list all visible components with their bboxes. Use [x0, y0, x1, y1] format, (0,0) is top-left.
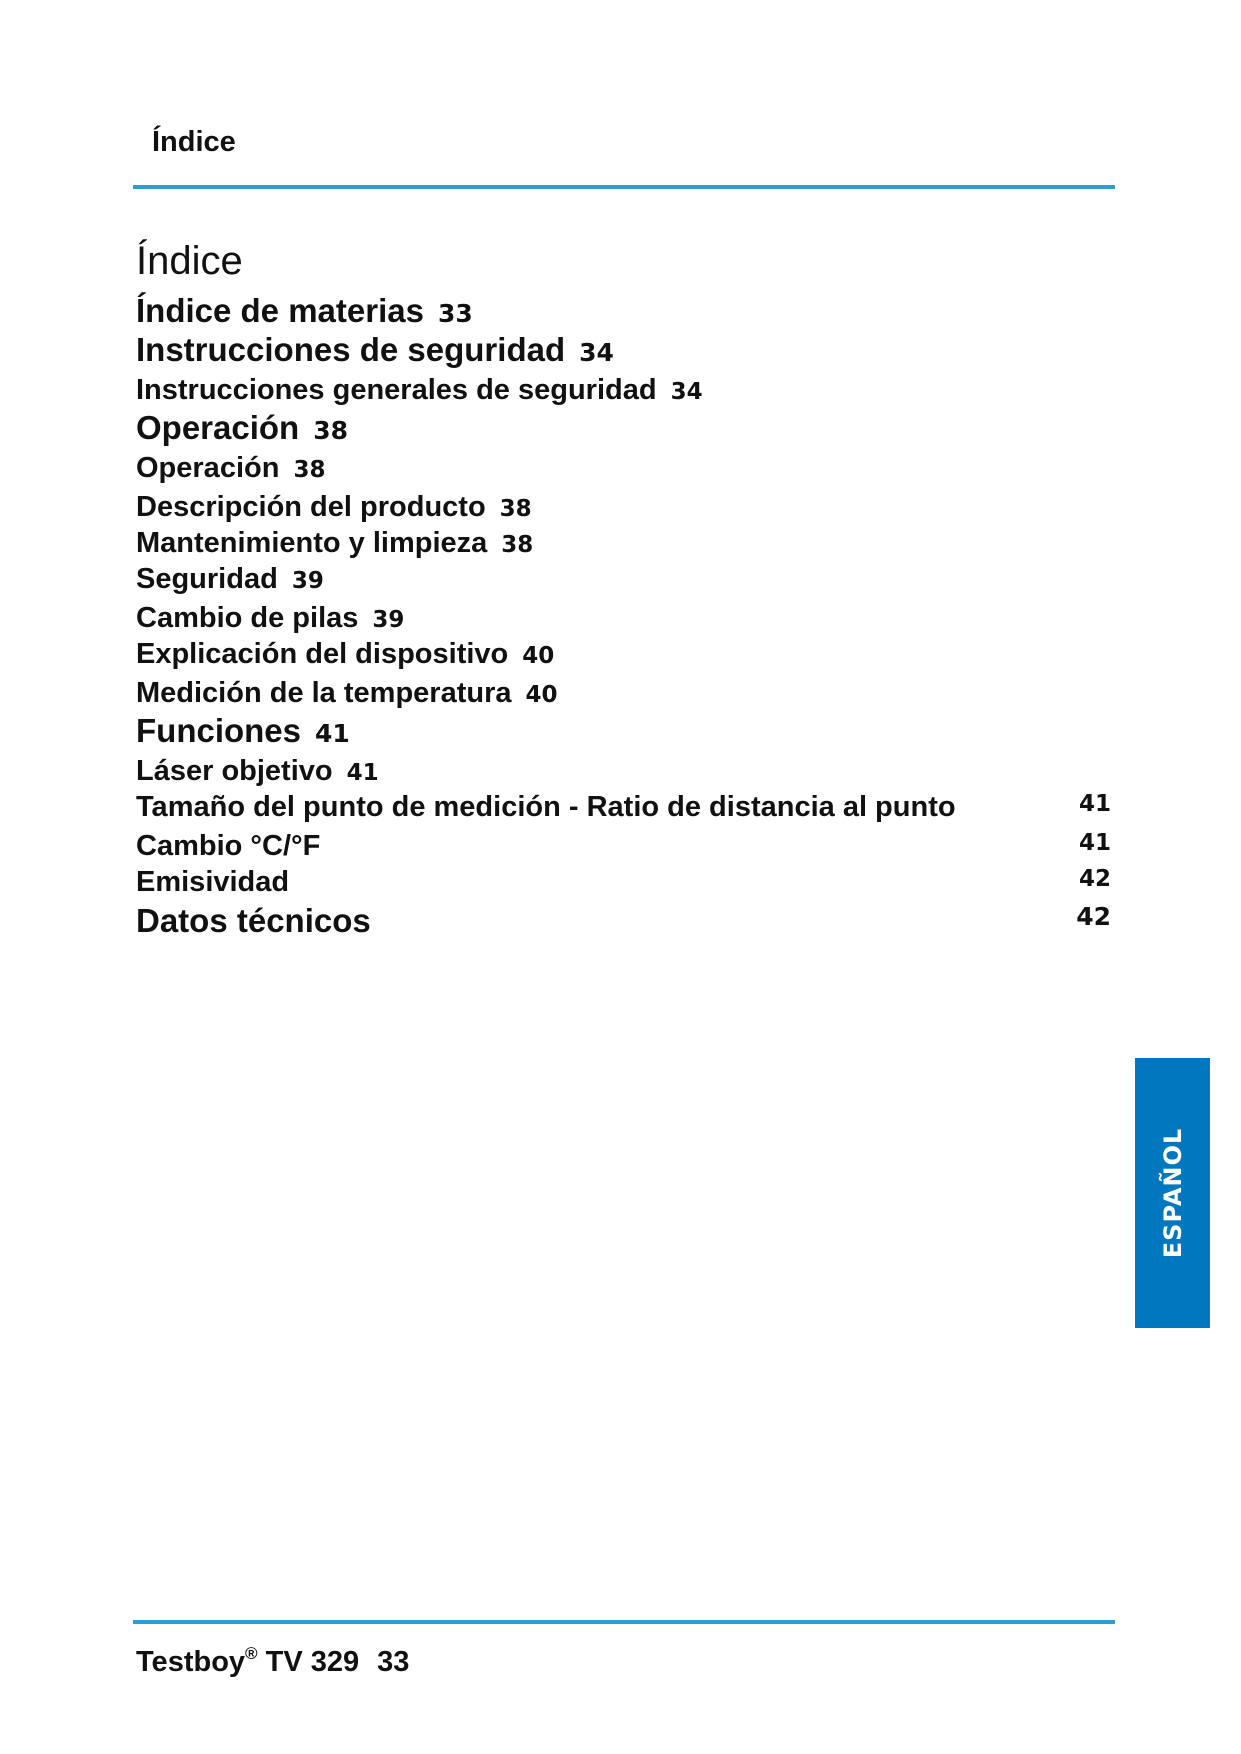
- registered-mark: ®: [245, 1644, 258, 1663]
- toc-entry-operacion[interactable]: [136, 411, 348, 444]
- toc-entry-funciones[interactable]: [136, 714, 350, 747]
- toc-entry-page: 38: [501, 532, 534, 558]
- toc-entry-cambio-c-f[interactable]: [136, 832, 1111, 861]
- toc-entry-title: Tamaño del punto de medición - Ratio de distancia al punto: [136, 791, 956, 823]
- toc-entry-title: Seguridad: [136, 563, 278, 595]
- footer-model: TV 329: [265, 1646, 360, 1678]
- toc-entry-page: 40: [522, 643, 555, 669]
- top-rule: [133, 185, 1115, 189]
- toc-entry-seguridad[interactable]: [136, 565, 324, 594]
- toc-entry-page: 38: [293, 457, 326, 483]
- toc-entry-page: 41: [346, 760, 379, 786]
- page-heading: Índice: [136, 238, 243, 283]
- footer-page-number: 33: [377, 1646, 410, 1678]
- toc-entry-page: 41: [315, 719, 350, 748]
- toc-entry-operacion-sub[interactable]: [136, 454, 325, 483]
- toc-entry-title: Funciones: [136, 712, 302, 749]
- toc-entry-indice-de-materias[interactable]: [136, 294, 473, 327]
- toc-entry-page: 39: [291, 568, 324, 594]
- toc-entry-page: 41: [1078, 791, 1111, 817]
- toc-entry-title: Instrucciones generales de seguridad: [136, 374, 657, 406]
- toc-entry-title: Emisividad: [136, 866, 290, 898]
- language-tab: [1135, 1058, 1210, 1328]
- toc-entry-medicion-de-la-temperatura[interactable]: [136, 679, 558, 708]
- toc-entry-title: Descripción del producto: [136, 491, 486, 523]
- toc-entry-instrucciones-de-seguridad[interactable]: [136, 333, 614, 366]
- toc-entry-page: 39: [372, 607, 405, 633]
- header-title: Índice: [152, 126, 236, 158]
- toc-entry-datos-tecnicos[interactable]: [136, 904, 1111, 937]
- toc-entry-page: 34: [670, 379, 703, 405]
- toc-entry-page: 38: [499, 496, 532, 522]
- footer-brand: Testboy: [136, 1646, 246, 1678]
- toc-entry-page: 34: [579, 338, 614, 367]
- toc-entry-page: 42: [1078, 866, 1111, 892]
- toc-entry-title: Datos técnicos: [136, 902, 371, 939]
- toc-entry-instrucciones-generales[interactable]: [136, 376, 703, 405]
- toc-entry-page: 41: [1078, 830, 1111, 856]
- toc-entry-title: Cambio de pilas: [136, 602, 359, 634]
- toc-entry-explicacion-del-dispositivo[interactable]: [136, 640, 554, 669]
- toc-entry-descripcion-del-producto[interactable]: [136, 493, 532, 522]
- language-tab-label: ESPAÑOL: [1158, 1127, 1187, 1259]
- toc-entry-page: 38: [313, 416, 349, 445]
- toc-entry-page: 33: [437, 299, 473, 328]
- toc-entry-title: Explicación del dispositivo: [136, 638, 509, 670]
- toc-entry-title: Cambio °C/°F: [136, 830, 321, 862]
- toc-entry-page: 40: [525, 682, 558, 708]
- toc-entry-mantenimiento-y-limpieza[interactable]: [136, 529, 533, 558]
- toc-entry-page: 42: [1076, 902, 1111, 931]
- bottom-rule: [133, 1620, 1115, 1624]
- toc-entry-cambio-de-pilas[interactable]: [136, 604, 404, 633]
- toc-entry-laser-objetivo[interactable]: [136, 757, 379, 786]
- toc-entry-title: Medición de la temperatura: [136, 677, 512, 709]
- toc-entry-title: Láser objetivo: [136, 755, 333, 787]
- toc-entry-title: Operación: [136, 452, 280, 484]
- toc-entry-emisividad[interactable]: [136, 868, 1111, 897]
- toc-entry-tamano-del-punto[interactable]: [136, 793, 1111, 822]
- toc-entry-title: Índice de materias: [136, 292, 424, 329]
- toc-entry-title: Instrucciones de seguridad: [136, 331, 566, 368]
- toc-entry-title: Operación: [136, 409, 300, 446]
- footer: [136, 1645, 409, 1677]
- toc-entry-title: Mantenimiento y limpieza: [136, 527, 488, 559]
